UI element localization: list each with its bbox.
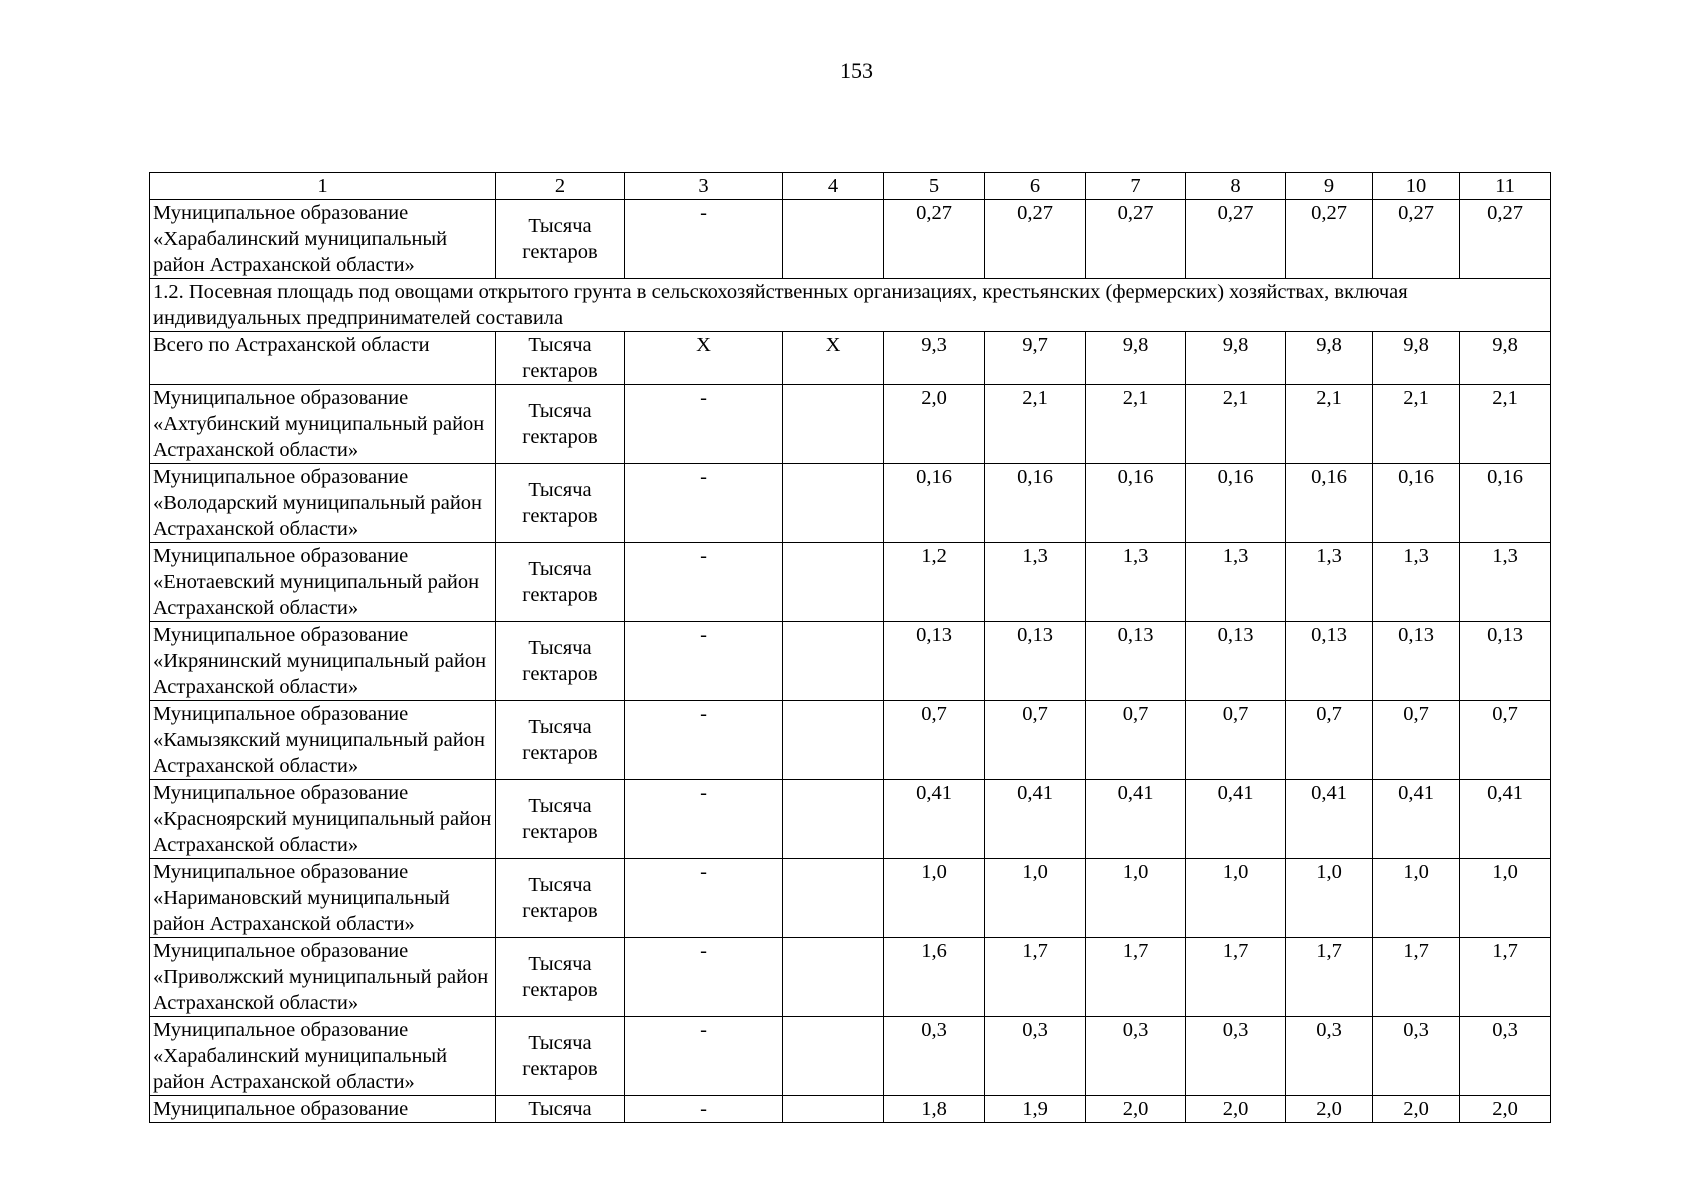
row-unit: Тысяча гектаров: [496, 464, 625, 543]
row-value: 1,9: [985, 1096, 1086, 1123]
row-unit: Тысяча гектаров: [496, 780, 625, 859]
row-value: 9,8: [1086, 332, 1186, 385]
row-value: 1,7: [985, 938, 1086, 1017]
table-row: [150, 385, 1551, 464]
page-number: 153: [840, 58, 873, 83]
row-col4: [783, 200, 884, 279]
row-value: 0,13: [1086, 622, 1186, 701]
data-table: [149, 172, 1551, 1123]
row-value: 0,13: [1373, 622, 1460, 701]
row-value: 0,13: [1186, 622, 1286, 701]
row-name: Муниципальное образование «Енотаевский муниципальный район Астраханской области»: [150, 543, 496, 622]
row-value: 2,0: [1460, 1096, 1551, 1123]
row-value: 0,3: [1086, 1017, 1186, 1096]
column-number: 6: [985, 173, 1086, 200]
row-value: 1,0: [1460, 859, 1551, 938]
row-value: 0,3: [1286, 1017, 1373, 1096]
section-heading-row: [150, 279, 1551, 332]
row-value: 0,41: [1460, 780, 1551, 859]
row-value: 0,16: [985, 464, 1086, 543]
row-value: 1,3: [1460, 543, 1551, 622]
row-name: Муниципальное образование «Приволжский муниципальный район Астраханской области»: [150, 938, 496, 1017]
row-name: Муниципальное образование «Володарский муниципальный район Астраханской области»: [150, 464, 496, 543]
row-value: 0,7: [1186, 701, 1286, 780]
row-value: 0,3: [1186, 1017, 1286, 1096]
section-heading: 1.2. Посевная площадь под овощами открытого грунта в сельскохозяйственных организациях, крестьянских (фермерских) хозяйствах, включая индивидуальных предпринимателей составила: [150, 279, 1551, 332]
column-number: 3: [625, 173, 783, 200]
column-number: 8: [1186, 173, 1286, 200]
row-name: Муниципальное образование «Наримановский муниципальный район Астраханской области»: [150, 859, 496, 938]
row-value: 0,41: [1286, 780, 1373, 859]
row-value: 0,7: [1460, 701, 1551, 780]
row-value: 0,7: [985, 701, 1086, 780]
row-value: 1,7: [1186, 938, 1286, 1017]
row-value: 2,0: [1373, 1096, 1460, 1123]
row-value: 0,7: [1286, 701, 1373, 780]
row-value: 2,1: [1373, 385, 1460, 464]
row-value: 1,8: [884, 1096, 985, 1123]
row-name: Муниципальное образование «Харабалинский муниципальный район Астраханской области»: [150, 200, 496, 279]
row-value: 0,27: [1460, 200, 1551, 279]
row-value: 9,8: [1286, 332, 1373, 385]
row-col3: -: [625, 622, 783, 701]
row-unit: Тысяча гектаров: [496, 938, 625, 1017]
row-col4: [783, 543, 884, 622]
row-value: 2,0: [1286, 1096, 1373, 1123]
row-col4: [783, 780, 884, 859]
column-number: 4: [783, 173, 884, 200]
row-col4: Х: [783, 332, 884, 385]
row-value: 0,27: [1373, 200, 1460, 279]
row-value: 2,1: [1286, 385, 1373, 464]
row-name: Муниципальное образование «Ахтубинский муниципальный район Астраханской области»: [150, 385, 496, 464]
row-value: 2,0: [1086, 1096, 1186, 1123]
row-name: Муниципальное образование: [150, 1096, 496, 1123]
row-unit: Тысяча гектаров: [496, 385, 625, 464]
table-row: [150, 200, 1551, 279]
row-value: 9,8: [1373, 332, 1460, 385]
row-value: 2,0: [884, 385, 985, 464]
row-value: 0,7: [1086, 701, 1186, 780]
row-col4: [783, 859, 884, 938]
row-value: 0,16: [1373, 464, 1460, 543]
row-col4: [783, 1017, 884, 1096]
row-unit: Тысяча гектаров: [496, 332, 625, 385]
row-value: 0,27: [1086, 200, 1186, 279]
column-number: 2: [496, 173, 625, 200]
row-col3: -: [625, 1017, 783, 1096]
row-col3: -: [625, 701, 783, 780]
row-col4: [783, 1096, 884, 1123]
row-col3: -: [625, 780, 783, 859]
row-value: 0,3: [884, 1017, 985, 1096]
row-value: 2,1: [1086, 385, 1186, 464]
table-row: [150, 701, 1551, 780]
row-unit: Тысяча гектаров: [496, 543, 625, 622]
table-row: [150, 938, 1551, 1017]
row-col4: [783, 385, 884, 464]
row-value: 0,13: [1460, 622, 1551, 701]
row-value: 9,7: [985, 332, 1086, 385]
row-value: 1,7: [1373, 938, 1460, 1017]
row-value: 2,0: [1186, 1096, 1286, 1123]
table-row: [150, 332, 1551, 385]
row-value: 0,16: [1460, 464, 1551, 543]
row-value: 0,16: [884, 464, 985, 543]
row-value: 0,27: [1186, 200, 1286, 279]
row-value: 2,1: [985, 385, 1086, 464]
column-number: 11: [1460, 173, 1551, 200]
row-value: 9,3: [884, 332, 985, 385]
row-value: 0,41: [985, 780, 1086, 859]
column-number: 7: [1086, 173, 1186, 200]
row-value: 0,27: [1286, 200, 1373, 279]
row-value: 0,16: [1086, 464, 1186, 543]
column-number: 5: [884, 173, 985, 200]
table-row: [150, 543, 1551, 622]
row-col3: -: [625, 200, 783, 279]
row-value: 0,16: [1286, 464, 1373, 543]
row-col4: [783, 938, 884, 1017]
row-value: 1,3: [985, 543, 1086, 622]
row-col4: [783, 701, 884, 780]
row-value: 1,3: [1086, 543, 1186, 622]
row-col4: [783, 464, 884, 543]
row-value: 1,3: [1186, 543, 1286, 622]
row-col3: -: [625, 859, 783, 938]
row-value: 0,41: [1086, 780, 1186, 859]
row-name: Всего по Астраханской области: [150, 332, 496, 385]
row-value: 1,7: [1086, 938, 1186, 1017]
row-value: 1,3: [1373, 543, 1460, 622]
row-value: 1,7: [1460, 938, 1551, 1017]
row-value: 1,0: [1286, 859, 1373, 938]
row-value: 1,3: [1286, 543, 1373, 622]
row-value: 0,41: [1186, 780, 1286, 859]
row-name: Муниципальное образование «Икрянинский муниципальный район Астраханской области»: [150, 622, 496, 701]
table-row: [150, 1017, 1551, 1096]
row-col3: -: [625, 385, 783, 464]
row-value: 1,7: [1286, 938, 1373, 1017]
row-value: 2,1: [1460, 385, 1551, 464]
row-value: 9,8: [1460, 332, 1551, 385]
row-col4: [783, 622, 884, 701]
row-value: 0,3: [985, 1017, 1086, 1096]
row-value: 0,7: [884, 701, 985, 780]
row-value: 0,16: [1186, 464, 1286, 543]
row-value: 1,6: [884, 938, 985, 1017]
table-row: [150, 464, 1551, 543]
row-value: 0,13: [985, 622, 1086, 701]
row-value: 1,0: [1186, 859, 1286, 938]
column-number: 10: [1373, 173, 1460, 200]
column-number: 1: [150, 173, 496, 200]
row-unit: Тысяча гектаров: [496, 859, 625, 938]
row-name: Муниципальное образование «Камызякский муниципальный район Астраханской области»: [150, 701, 496, 780]
table-row: [150, 1096, 1551, 1123]
row-name: Муниципальное образование «Харабалинский муниципальный район Астраханской области»: [150, 1017, 496, 1096]
row-col3: -: [625, 938, 783, 1017]
row-unit: Тысяча гектаров: [496, 200, 625, 279]
row-value: 0,41: [1373, 780, 1460, 859]
row-col3: -: [625, 1096, 783, 1123]
column-number: 9: [1286, 173, 1373, 200]
row-value: 1,0: [985, 859, 1086, 938]
row-col3: Х: [625, 332, 783, 385]
row-value: 0,3: [1373, 1017, 1460, 1096]
row-unit: Тысяча гектаров: [496, 701, 625, 780]
row-value: 0,7: [1373, 701, 1460, 780]
row-value: 1,0: [884, 859, 985, 938]
row-unit: Тысяча гектаров: [496, 622, 625, 701]
row-col3: -: [625, 464, 783, 543]
row-value: 1,0: [1086, 859, 1186, 938]
column-number-row: [150, 173, 1551, 200]
row-value: 1,0: [1373, 859, 1460, 938]
row-value: 0,3: [1460, 1017, 1551, 1096]
row-name: Муниципальное образование «Красноярский муниципальный район Астраханской области»: [150, 780, 496, 859]
row-unit: Тысяча: [496, 1096, 625, 1123]
row-col3: -: [625, 543, 783, 622]
table-row: [150, 622, 1551, 701]
row-value: 0,13: [1286, 622, 1373, 701]
table-row: [150, 859, 1551, 938]
row-value: 2,1: [1186, 385, 1286, 464]
row-unit: Тысяча гектаров: [496, 1017, 625, 1096]
row-value: 0,27: [884, 200, 985, 279]
row-value: 0,13: [884, 622, 985, 701]
row-value: 9,8: [1186, 332, 1286, 385]
table-row: [150, 780, 1551, 859]
row-value: 0,27: [985, 200, 1086, 279]
row-value: 0,41: [884, 780, 985, 859]
row-value: 1,2: [884, 543, 985, 622]
